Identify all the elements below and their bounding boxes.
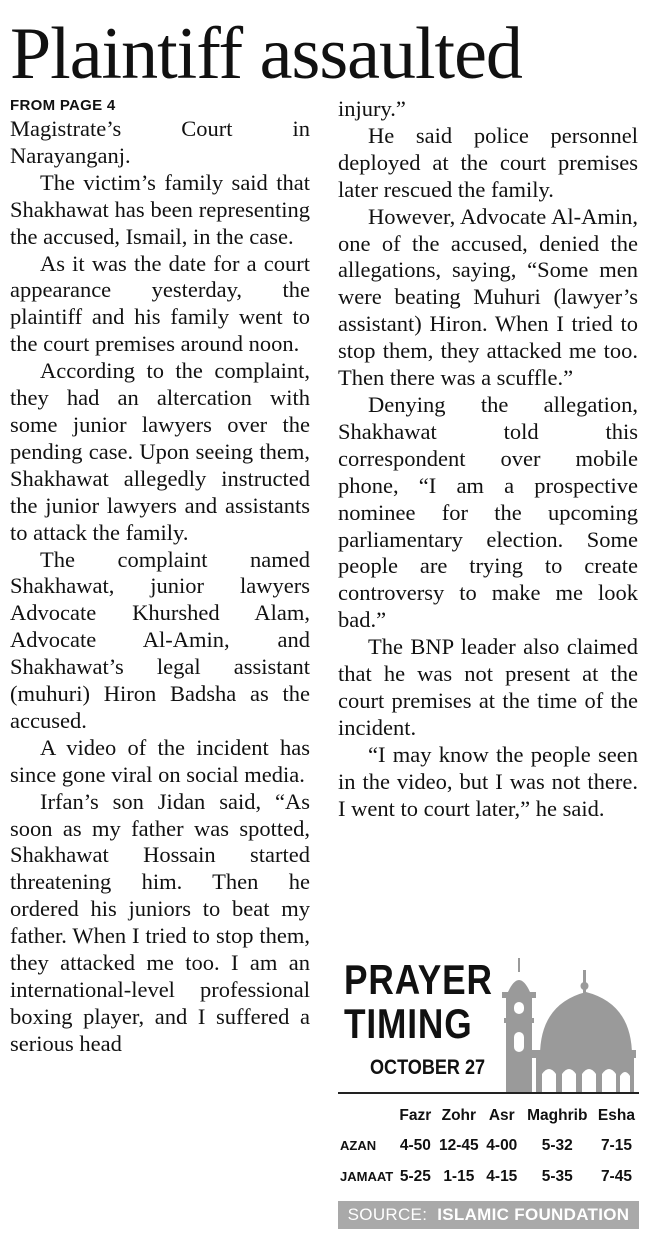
column-header: Esha bbox=[597, 1107, 635, 1124]
paragraph: Irfan’s son Jidan said, “As soon as my father was spotted, Shakhawat Hossain started threatening him. Then he ordered his juniors to beat my father. When I tried to stop them, they attacked me too. I am an international-level professional boxing player, and I suffered a serious head bbox=[10, 788, 310, 1056]
prayer-date: OCTOBER 27 bbox=[370, 1056, 486, 1079]
paragraph: He said police personnel deployed at the court premises later rescued the family. bbox=[338, 122, 638, 202]
source-prefix: SOURCE: bbox=[347, 1205, 428, 1224]
column-header: Fazr bbox=[399, 1107, 432, 1124]
table-cell: 5-25 bbox=[399, 1167, 431, 1185]
table-row bbox=[338, 1161, 639, 1192]
table-cell: 5-35 bbox=[541, 1167, 573, 1185]
paragraph: According to the complaint, they had an altercation with some junior lawyers over the pending case. Upon seeing them, Shakhawat allegedly instructed the junior lawyers and assistants to attack the family. bbox=[10, 358, 310, 545]
column-header: Asr bbox=[488, 1107, 515, 1124]
table-cell: 4-00 bbox=[486, 1136, 518, 1154]
table-cell: 7-45 bbox=[600, 1167, 632, 1185]
row-label: AZAN bbox=[340, 1138, 377, 1153]
mosque-icon bbox=[500, 956, 636, 1094]
article-column-right bbox=[338, 96, 638, 822]
table-cell: 7-15 bbox=[600, 1136, 632, 1154]
paragraph: injury.” bbox=[338, 96, 406, 121]
prayer-title-line1: PRAYER bbox=[344, 956, 493, 1003]
table-header-row bbox=[338, 1102, 639, 1130]
paragraph: The BNP leader also claimed that he was not present at the court premises at the time of the incident. bbox=[338, 634, 638, 740]
table-cell: 1-15 bbox=[443, 1167, 475, 1185]
source-name: ISLAMIC FOUNDATION bbox=[437, 1205, 630, 1224]
table-cell: 5-32 bbox=[541, 1136, 573, 1154]
paragraph: The complaint named Shakhawat, junior lawyers Advocate Khurshed Alam, Advocate Al-Amin, and Shakhawat’s legal assistant (muhuri) Hiron Badsha as the accused. bbox=[10, 546, 310, 733]
continued-from-label: FROM PAGE 4 bbox=[10, 97, 116, 114]
prayer-timing-box bbox=[338, 952, 639, 1232]
article-column-left bbox=[10, 96, 310, 1058]
paragraph: The victim’s family said that Shakhawat has been representing the accused, Ismail, in the case. bbox=[10, 169, 310, 249]
paragraph: As it was the date for a court appearance yesterday, the plaintiff and his family went to the court premises around noon. bbox=[10, 250, 310, 357]
paragraph: However, Advocate Al-Amin, one of the accused, denied the allegations, saying, “Some men were beating Muhuri (lawyer’s assistant) Hiron. When I tried to stop them, they attacked me too. Then there was a scuffle.” bbox=[338, 203, 638, 391]
prayer-times-table bbox=[338, 1102, 639, 1192]
source-bar bbox=[338, 1201, 639, 1229]
row-label: JAMAAT bbox=[340, 1169, 394, 1184]
paragraph: “I may know the people seen in the video, but I was not there. I went to court later,” he said. bbox=[338, 741, 638, 821]
paragraph: A video of the incident has since gone viral on social media. bbox=[10, 734, 310, 787]
prayer-timing-title bbox=[344, 958, 493, 1046]
paragraph: Magistrate’s Court in Narayanganj. bbox=[10, 116, 310, 168]
headline: Plaintiff assaulted bbox=[10, 13, 522, 95]
table-cell: 4-15 bbox=[486, 1167, 518, 1185]
table-cell: 4-50 bbox=[399, 1136, 431, 1154]
row-label-header bbox=[338, 1102, 396, 1130]
column-header: Maghrib bbox=[527, 1107, 588, 1124]
prayer-title-line2: TIMING bbox=[344, 1000, 473, 1047]
divider bbox=[338, 1092, 639, 1094]
paragraph: Denying the allegation, Shakhawat told this correspondent over mobile phone, “I am a prospective nominee for the upcoming parliamentary election. Some people are trying to create controversy to make me look bad.” bbox=[338, 391, 638, 633]
column-header: Zohr bbox=[441, 1107, 477, 1124]
table-cell: 12-45 bbox=[439, 1136, 479, 1154]
table-row bbox=[338, 1130, 639, 1161]
